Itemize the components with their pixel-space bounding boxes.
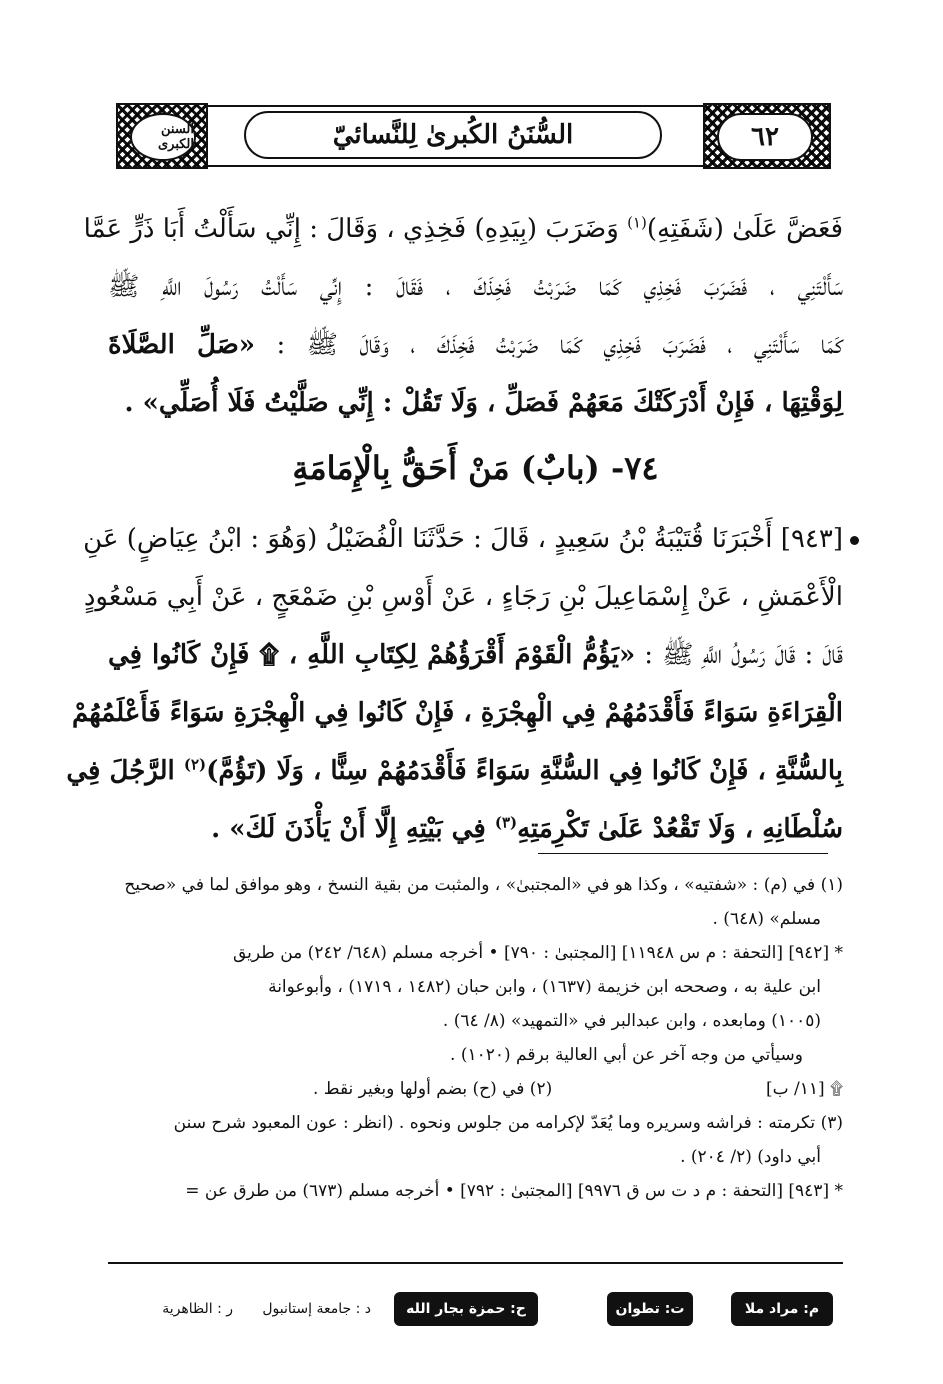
- takhrij-943: * [٩٤٣] [التحفة : م د ت س ق ٩٩٧٦] [المجتبىٰ : ٧٩٢] • أخرجه مسلم (٦٧٣) من طرق عن =: [185, 1181, 843, 1201]
- footnote-1: (١) في (م) : «شفتيه» ، وكذا هو في «المجتبىٰ» ، والمثبت من بقية النسخ ، وهو موافق لما في «صحيح: [124, 875, 843, 895]
- page-number-frame: [717, 113, 813, 161]
- text-line: [66, 742, 843, 800]
- header-left-ornament: [116, 103, 208, 169]
- text-line: الْأَعْمَشِ ، عَنْ إِسْمَاعِيلَ بْنِ رَجَاءٍ ، عَنْ أَوْسِ بْنِ ضَمْعَجٍ ، عَنْ أَبِي مَسْعُودٍ: [83, 582, 843, 612]
- page-header: [116, 103, 831, 169]
- hadith-continuation-paragraph: [83, 200, 843, 432]
- text-span: فَعَضَّ عَلَىٰ (شَفَتِهِ): [646, 214, 843, 244]
- manuscript-tag-h: ح: حمزة بجار الله: [394, 1292, 538, 1326]
- emblem-text: السنن الكبرى: [157, 122, 194, 152]
- book-emblem-logo: [130, 113, 196, 161]
- text-line: الْقِرَاءَةِ سَوَاءً فَأَقْدَمُهُمْ فِي الْهِجْرَةِ ، فَإِنْ كَانُوا فِي الْهِجْرَةِ سَوَاءً فَأَعْلَمُهُمْ: [71, 698, 843, 728]
- footnote-3-cont: أبي داود) (٢/ ٢٠٤) .: [680, 1147, 821, 1167]
- book-title: السُّنَنُ الكُبرىٰ لِلنَّسائيّ: [332, 120, 574, 150]
- prophetic-speech: «يَؤُمُّ الْقَوْمَ أَقْرَؤُهُمْ لِكِتَابِ اللَّهِ ، ۩ فَإِنْ كَانُوا فِي: [108, 640, 636, 670]
- hadith-943-paragraph: [66, 510, 843, 858]
- manuscript-folio-ref: ۩ [١١/ ب]: [765, 1079, 843, 1099]
- text-span: بِالسُّنَّةِ ، فَإِنْ كَانُوا فِي السُّنَّةِ سَوَاءً فَأَقْدَمُهُمْ سِنًّا ، وَلَا (تَؤُمَّ): [206, 756, 843, 786]
- footnotes-section: [108, 868, 843, 1208]
- header-top-rule: [208, 105, 703, 107]
- takhrij-942-cont: (١٠٠٥) ومابعده ، وابن عبدالبر في «التمهيد» (٨/ ٦٤) .: [442, 1011, 821, 1031]
- takhrij-942: * [٩٤٢] [التحفة : م س ١١٩٤٨] [المجتبىٰ : ٧٩٠] • أخرجه مسلم (٦٤٨/ ٢٤٢) من طريق: [233, 943, 843, 963]
- footnote-2: (٢) في (ح) بضم أولها وبغير نقط .: [313, 1079, 553, 1099]
- manuscript-tag-t: ت: تطوان: [607, 1292, 693, 1326]
- text-span: سُلْطَانِهِ ، وَلَا تَقْعُدْ عَلَىٰ تَكْرِمَتِهِ: [517, 814, 843, 844]
- footnote-ref-2[interactable]: (٢): [183, 755, 207, 774]
- manuscript-sigla-bar: [108, 1292, 843, 1328]
- header-bottom-rule: [208, 165, 703, 167]
- text-span: وَضَرَبَ (بِيَدِهِ) فَخِذِي ، وَقَالَ : إِنِّي سَأَلْتُ أَبَا ذَرٍّ عَمَّا: [83, 214, 628, 244]
- text-line: [108, 800, 843, 858]
- manuscript-tag-d: د : جامعة إستانبول: [262, 1301, 371, 1317]
- footnote-row: [108, 1072, 843, 1106]
- footnote-1-cont: مسلم» (٦٤٨) .: [712, 909, 821, 929]
- page-number: ٦٢: [751, 122, 779, 152]
- takhrij-942-cont: وسيأتي من وجه آخر عن أبي العالية برقم (١٠٢٠) .: [450, 1045, 803, 1065]
- prophetic-speech: «صَلِّ الصَّلَاةَ: [108, 330, 256, 360]
- footnote-ref-1[interactable]: (١): [627, 213, 647, 232]
- header-title-frame: [244, 111, 662, 159]
- header-right-ornament: [703, 103, 831, 169]
- text-span: قَالَ : قَالَ رَسُولُ اللَّهِ ﷺ :: [635, 640, 843, 670]
- text-line: [83, 200, 843, 258]
- footnote-ref-3[interactable]: (٣): [494, 813, 518, 832]
- bottom-rule: [108, 1262, 843, 1264]
- footnote-divider: [538, 853, 828, 854]
- takhrij-942-cont: ابن علية به ، وصححه ابن خزيمة (١٦٣٧) ، وابن حبان (١٤٨٢ ، ١٧١٩) ، وأبوعوانة: [268, 977, 821, 997]
- text-line: لِوَقْتِهَا ، فَإِنْ أَدْرَكَتْكَ مَعَهُمْ فَصَلِّ ، وَلَا تَقُلْ : إِنِّي صَلَّيْتُ فَلَا أُصَلِّي» .: [124, 388, 843, 418]
- text-span: الرَّجُلَ فِي: [66, 756, 184, 786]
- text-line: [٩٤٣] أَخْبَرَنَا قُتَيْبَةُ بْنُ سَعِيدٍ ، قَالَ : حَدَّثَنَا الْفُضَيْلُ (وَهُوَ : ابْنُ عِيَاضٍ) عَنِ: [83, 524, 843, 554]
- footnote-3: (٣) تكرمته : فراشه وسريره وما يُعَدّ لإكرامه من جلوس ونحوه . (انظر : عون المعبود شرح سنن: [173, 1113, 843, 1133]
- manuscript-tag-r: ر : الظاهرية: [162, 1301, 233, 1317]
- text-span: فِي بَيْتِهِ إِلَّا أَنْ يَأْذَنَ لَكَ» .: [211, 814, 495, 844]
- text-span: كَمَا سَأَلْتَنِي ، فَضَرَبَ فَخِذِي كَمَا ضَرَبْتُ فَخِذَكَ ، وَقَالَ ﷺ :: [255, 330, 843, 360]
- chapter-heading: ٧٤- (بابٌ) مَنْ أَحَقُّ بِالْإِمَامَةِ: [292, 449, 659, 487]
- text-line: [108, 316, 843, 374]
- text-line: سَأَلْتَنِي ، فَضَرَبَ فَخِذِي كَمَا ضَرَبْتُ فَخِذَكَ ، فَقَالَ : إِنِّي سَأَلْتُ رَسُولَ اللَّهِ ﷺ: [108, 272, 843, 302]
- bullet-icon: [850, 536, 859, 545]
- manuscript-tag-m: م: مراد ملا: [731, 1292, 833, 1326]
- text-line: [108, 626, 843, 684]
